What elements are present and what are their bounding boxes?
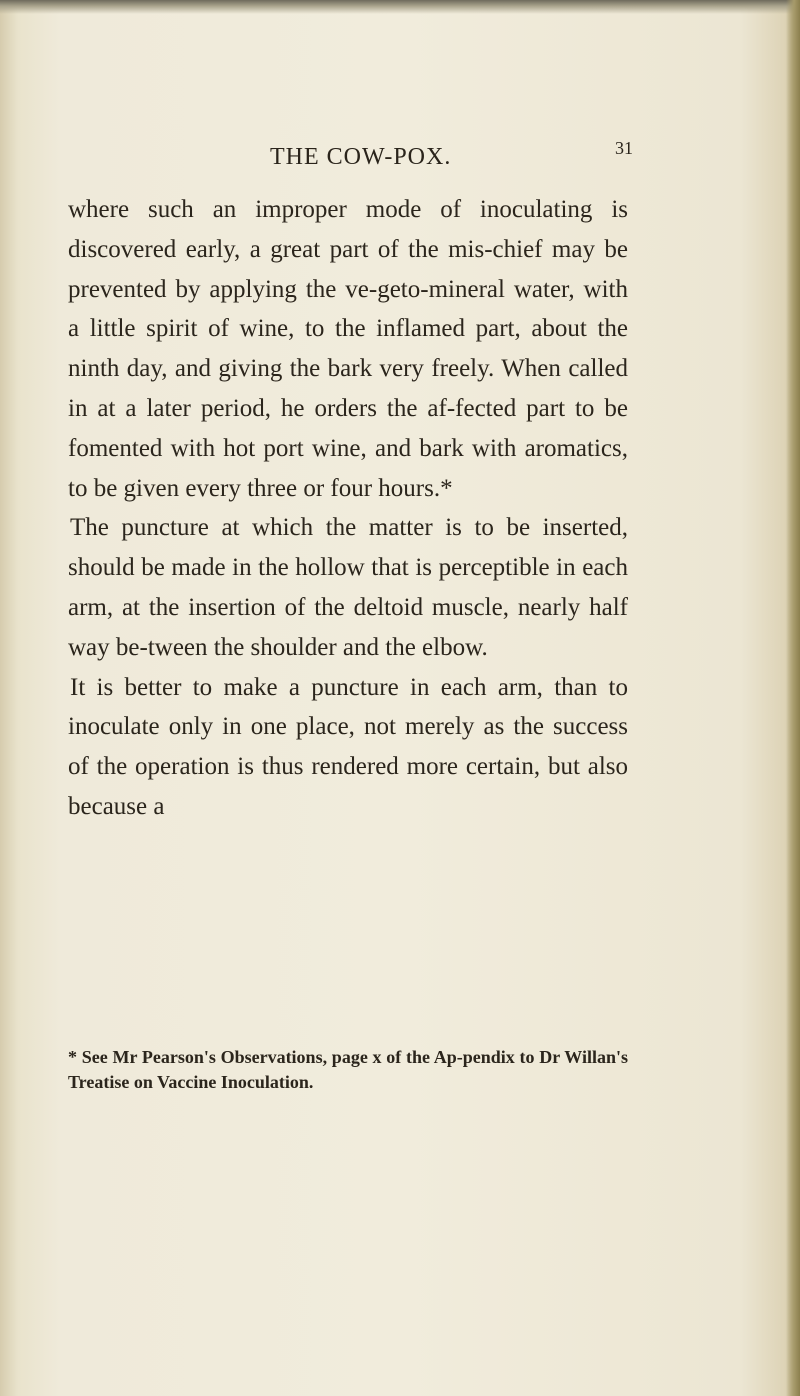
page-top-shadow	[0, 0, 800, 14]
running-title: THE COW-POX.	[270, 144, 452, 170]
body-text	[68, 190, 628, 827]
paragraph-1: where such an improper mode of inoculating is discovered early, a great part of the mis-chief may be prevented by applying the ve-geto-mineral water, with a little spirit of wine, to the inflamed part, about the ninth day, and giving the bark very freely. When called in at a later period, he orders the af-fected part to be fomented with hot port wine, and bark with aromatics, to be given every three or four hours.*	[68, 196, 628, 502]
page-binding-edge	[786, 0, 800, 1396]
page-number: 31	[615, 138, 633, 158]
paragraph-2: The puncture at which the matter is to be inserted, should be made in the hollow that is perceptible in each arm, at the insertion of the deltoid muscle, nearly half way be-tween the shoulder and the elbow.	[68, 514, 628, 661]
footnote: * See Mr Pearson's Observations, page x of the Ap-pendix to Dr Willan's Treatise on Vaccine Inoculation.	[68, 1047, 628, 1092]
page-header	[60, 138, 650, 178]
paragraph-3: It is better to make a puncture in each arm, than to inoculate only in one place, not merely as the success of the operation is thus rendered more certain, but also because a	[68, 673, 628, 820]
